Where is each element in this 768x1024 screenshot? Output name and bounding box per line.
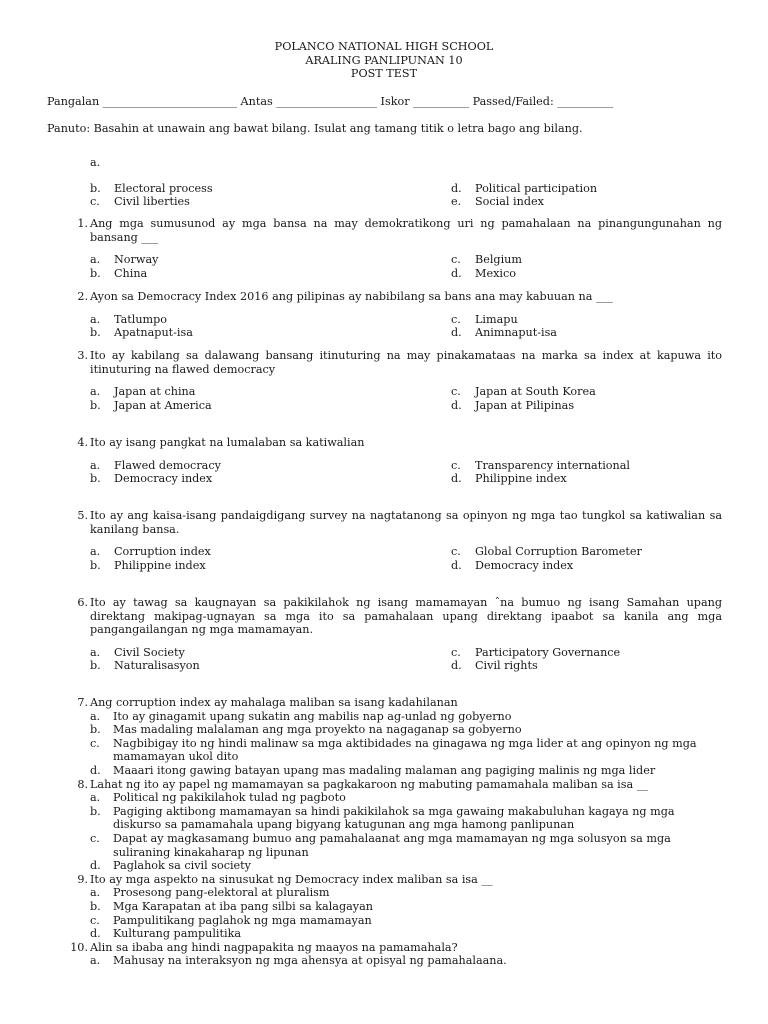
question-text: Ayon sa Democracy Index 2016 ang pilipinas ay nabibilang sa bans ana may kabuuan na ___ bbox=[90, 290, 613, 303]
option bbox=[0, 886, 768, 900]
option-letter: b . bbox=[90, 723, 101, 737]
option-row bbox=[0, 646, 768, 660]
question-text: Ito ay mga aspekto na sinusukat ng Democracy index maliban sa isa __ bbox=[90, 872, 493, 886]
option bbox=[0, 791, 768, 805]
option bbox=[0, 832, 768, 859]
question-7 bbox=[0, 696, 768, 710]
option-text: Norway bbox=[114, 253, 159, 267]
option-letter: a . bbox=[90, 253, 100, 267]
question-7-options bbox=[0, 710, 768, 778]
option-letter: b . bbox=[90, 326, 101, 340]
question-5 bbox=[0, 509, 768, 572]
question-8 bbox=[0, 778, 768, 792]
option-text: Pampulitikang paglahok ng mga mamamayan bbox=[113, 913, 372, 927]
option-row bbox=[0, 545, 768, 559]
option bbox=[0, 927, 768, 941]
subject-name: ARALING PANLIPUNAN 10 bbox=[305, 53, 463, 67]
option-text: Participatory Governance bbox=[475, 645, 621, 659]
option-letter: c . bbox=[90, 737, 100, 751]
option-text: Prosesong pang-elektoral at pluralism bbox=[113, 886, 330, 900]
option-text: Democracy index bbox=[114, 472, 213, 486]
option-letter: b . bbox=[90, 399, 101, 413]
option-text: Tatlumpo bbox=[114, 312, 168, 326]
question-number: 10 . bbox=[64, 941, 88, 955]
option-text: Limapu bbox=[475, 312, 518, 326]
option-text: Social index bbox=[475, 195, 544, 209]
questions-7-10 bbox=[0, 696, 768, 968]
option-letter: c . bbox=[451, 385, 461, 399]
option-letter: b . bbox=[90, 805, 101, 819]
option bbox=[0, 723, 768, 737]
option-text: Philippine index bbox=[114, 558, 206, 572]
option-letter: b . bbox=[90, 267, 101, 281]
option-letter: d . bbox=[90, 764, 101, 778]
option-text: Maaari itong gawing batayan upang mas madaling malaman ang pagiging malinis ng mga lider bbox=[113, 763, 656, 777]
question-text-block bbox=[0, 436, 768, 450]
student-info-line: Pangalan ________________________ Antas __________________ Iskor __________ Passed/Failed: __________ bbox=[47, 95, 614, 108]
option-letter: d . bbox=[451, 182, 462, 196]
option bbox=[0, 859, 768, 873]
option-row bbox=[0, 659, 768, 673]
question-text-block bbox=[0, 509, 768, 536]
option-letter: a . bbox=[90, 710, 100, 724]
question-text: Ito ay isang pangkat na lumalaban sa katiwalian bbox=[90, 436, 365, 449]
option-text: Naturalisasyon bbox=[114, 659, 200, 673]
question-number: 6 . bbox=[64, 596, 88, 610]
question-1 bbox=[0, 217, 768, 280]
question-9 bbox=[0, 873, 768, 887]
question-text: Alin sa ibaba ang hindi nagpapakita ng maayos na pamamahala? bbox=[90, 940, 458, 954]
option bbox=[0, 900, 768, 914]
option-letter: d . bbox=[451, 659, 462, 673]
question-text-block bbox=[0, 217, 768, 244]
option-row bbox=[0, 182, 768, 196]
choice-list bbox=[0, 156, 768, 209]
option-text: Electoral process bbox=[114, 181, 213, 195]
option-text: Civil liberties bbox=[114, 195, 190, 209]
option-text: Japan at America bbox=[114, 398, 212, 412]
option-text: Political participation bbox=[475, 181, 598, 195]
option bbox=[0, 914, 768, 928]
option-letter: a . bbox=[90, 385, 100, 399]
option-text: Pagiging aktibong mamamayan sa hindi pakikilahok sa mga gawaing makabuluhan kagaya ng mga diskurso sa pamamahala upang bigyang katugunan ang mga hamong panlipunan bbox=[113, 804, 675, 832]
question-8-options bbox=[0, 791, 768, 873]
instructions: Panuto: Basahin at unawain ang bawat bilang. Isulat ang tamang titik o letra bago ang bilang. bbox=[47, 122, 583, 135]
option-text: Japan at china bbox=[114, 385, 196, 399]
question-text: Ito ay tawag sa kaugnayan sa pakikilahok ng isang mamamayan ˆna bumuo ng isang Samahan upang direktang makipag-ugnayan sa mga ito sa pamahalaan upang direktang ipaabot sa kanila ang mga pangangailangan ng mga mamamayan. bbox=[90, 596, 722, 637]
question-number: 3 . bbox=[64, 349, 88, 363]
option-letter: b . bbox=[90, 659, 101, 673]
option-text: Japan at South Korea bbox=[475, 385, 596, 399]
option-text: Corruption index bbox=[114, 545, 211, 559]
option-letter: a . bbox=[90, 313, 100, 327]
option-row bbox=[0, 267, 768, 281]
question-9-options bbox=[0, 886, 768, 940]
question-text: Ang corruption index ay mahalaga maliban sa isang kadahilanan bbox=[90, 696, 458, 709]
question-number: 1 . bbox=[64, 217, 88, 231]
option-row bbox=[0, 156, 768, 170]
option-text: Global Corruption Barometer bbox=[475, 545, 642, 559]
question-6 bbox=[0, 596, 768, 673]
option-text: Animnaput-isa bbox=[475, 326, 557, 340]
question-text-block bbox=[0, 596, 768, 637]
question-text: Ito ay kabilang sa dalawang bansang itinuturing na may pinakamataas na marka sa index at kapuwa ito itinuturing na flawed democracy bbox=[90, 349, 722, 376]
option-text: Mas madaling malalaman ang mga proyekto na nagaganap sa gobyerno bbox=[113, 723, 522, 737]
option-text: Dapat ay magkasamang bumuo ang pamahalaanat ang mga mamamayan ng mga solusyon sa mga suliraning kinakaharap ng lipunan bbox=[113, 831, 671, 859]
option-text: Belgium bbox=[475, 253, 522, 267]
option-text: Flawed democracy bbox=[114, 458, 221, 472]
option-row bbox=[0, 253, 768, 267]
question-4 bbox=[0, 436, 768, 486]
option-letter: e . bbox=[451, 195, 461, 209]
question-number: 8 . bbox=[64, 778, 88, 792]
option-text: China bbox=[114, 266, 148, 280]
option-text: Civil rights bbox=[475, 659, 538, 673]
question-text: Ang mga sumusunod ay mga bansa na may demokratikong uri ng pamahalaan na pinangungunahan ng bansang ___ bbox=[90, 217, 722, 244]
options-grid bbox=[0, 459, 768, 486]
question-10-options bbox=[0, 954, 768, 968]
option-text: Democracy index bbox=[475, 558, 574, 572]
option-text: Kulturang pampulitika bbox=[113, 927, 242, 941]
option-letter: d . bbox=[451, 267, 462, 281]
option-row bbox=[0, 472, 768, 486]
option-letter: b . bbox=[90, 559, 101, 573]
option-text: Philippine index bbox=[475, 472, 567, 486]
option-row bbox=[0, 459, 768, 473]
question-number: 5 . bbox=[64, 509, 88, 523]
option-letter: d . bbox=[451, 472, 462, 486]
option-text: Mga Karapatan at iba pang silbi sa kalagayan bbox=[113, 899, 373, 913]
option-letter: d . bbox=[451, 559, 462, 573]
test-title: POST TEST bbox=[350, 67, 418, 81]
option-letter: a . bbox=[90, 886, 100, 900]
options-grid bbox=[0, 646, 768, 673]
options-grid bbox=[0, 313, 768, 340]
option-letter: c . bbox=[90, 832, 100, 846]
question-2 bbox=[0, 290, 768, 340]
question-text: Lahat ng ito ay papel ng mamamayan sa pagkakaroon ng mabuting pamamahala maliban sa isa __ bbox=[90, 777, 648, 791]
option-letter: c . bbox=[90, 914, 100, 928]
option bbox=[0, 764, 768, 778]
options-grid bbox=[0, 253, 768, 280]
option-letter: a . bbox=[90, 156, 100, 170]
question-text-block bbox=[0, 349, 768, 376]
header bbox=[0, 40, 768, 81]
question-10 bbox=[0, 941, 768, 955]
option-letter: b . bbox=[90, 472, 101, 486]
option-letter: d . bbox=[451, 326, 462, 340]
option-text: Nagbibigay ito ng hindi malinaw sa mga aktibidades na ginagawa ng mga lider at ang opinyon ng mga mamamayan ukol dito bbox=[113, 736, 697, 764]
option-letter: d . bbox=[451, 399, 462, 413]
option-row bbox=[0, 399, 768, 413]
option-text: Ito ay ginagamit upang sukatin ang mabilis nap ag-unlad ng gobyerno bbox=[113, 709, 512, 723]
option-row bbox=[0, 195, 768, 209]
option-row bbox=[0, 313, 768, 327]
option-letter: b . bbox=[90, 900, 101, 914]
options-grid bbox=[0, 545, 768, 572]
option-letter: c . bbox=[451, 253, 461, 267]
option-letter: c . bbox=[451, 313, 461, 327]
option bbox=[0, 805, 768, 832]
option-text: Mexico bbox=[475, 266, 516, 280]
option-text: Paglahok sa civil society bbox=[113, 859, 251, 873]
option-row bbox=[0, 559, 768, 573]
option-letter: a . bbox=[90, 545, 100, 559]
option bbox=[0, 737, 768, 764]
option-letter: d . bbox=[90, 927, 101, 941]
question-number: 7 . bbox=[64, 696, 88, 710]
option-text: Transparency international bbox=[475, 458, 630, 472]
option bbox=[0, 954, 768, 968]
option-letter: c . bbox=[451, 646, 461, 660]
question-3 bbox=[0, 349, 768, 412]
option-row bbox=[0, 326, 768, 340]
option-text: Japan at Pilipinas bbox=[475, 398, 575, 412]
option-row bbox=[0, 385, 768, 399]
option-text: Civil Society bbox=[114, 645, 185, 659]
options-grid bbox=[0, 385, 768, 412]
option-letter: a . bbox=[90, 954, 100, 968]
option-letter: c . bbox=[90, 195, 100, 209]
option bbox=[0, 710, 768, 724]
option-letter: d . bbox=[90, 859, 101, 873]
question-text-block bbox=[0, 290, 768, 304]
question-number: 4 . bbox=[64, 436, 88, 450]
option-letter: b . bbox=[90, 182, 101, 196]
question-number: 9 . bbox=[64, 873, 88, 887]
option-letter: a . bbox=[90, 459, 100, 473]
option-text: Political ng pakikilahok tulad ng pagboto bbox=[113, 791, 346, 805]
option-letter: c . bbox=[451, 459, 461, 473]
option-text: Mahusay na interaksyon ng mga ahensya at opisyal ng pamahalaana. bbox=[113, 954, 507, 968]
option-letter: a . bbox=[90, 791, 100, 805]
question-number: 2 . bbox=[64, 290, 88, 304]
question-text: Ito ay ang kaisa-isang pandaigdigang survey na nagtatanong sa opinyon ng mga tao tungkol sa katiwalian sa kanilang bansa. bbox=[90, 509, 722, 536]
option-letter: a . bbox=[90, 646, 100, 660]
option-letter: c . bbox=[451, 545, 461, 559]
school-name: POLANCO NATIONAL HIGH SCHOOL bbox=[274, 40, 494, 53]
option-text: Apatnaput-isa bbox=[114, 326, 193, 340]
